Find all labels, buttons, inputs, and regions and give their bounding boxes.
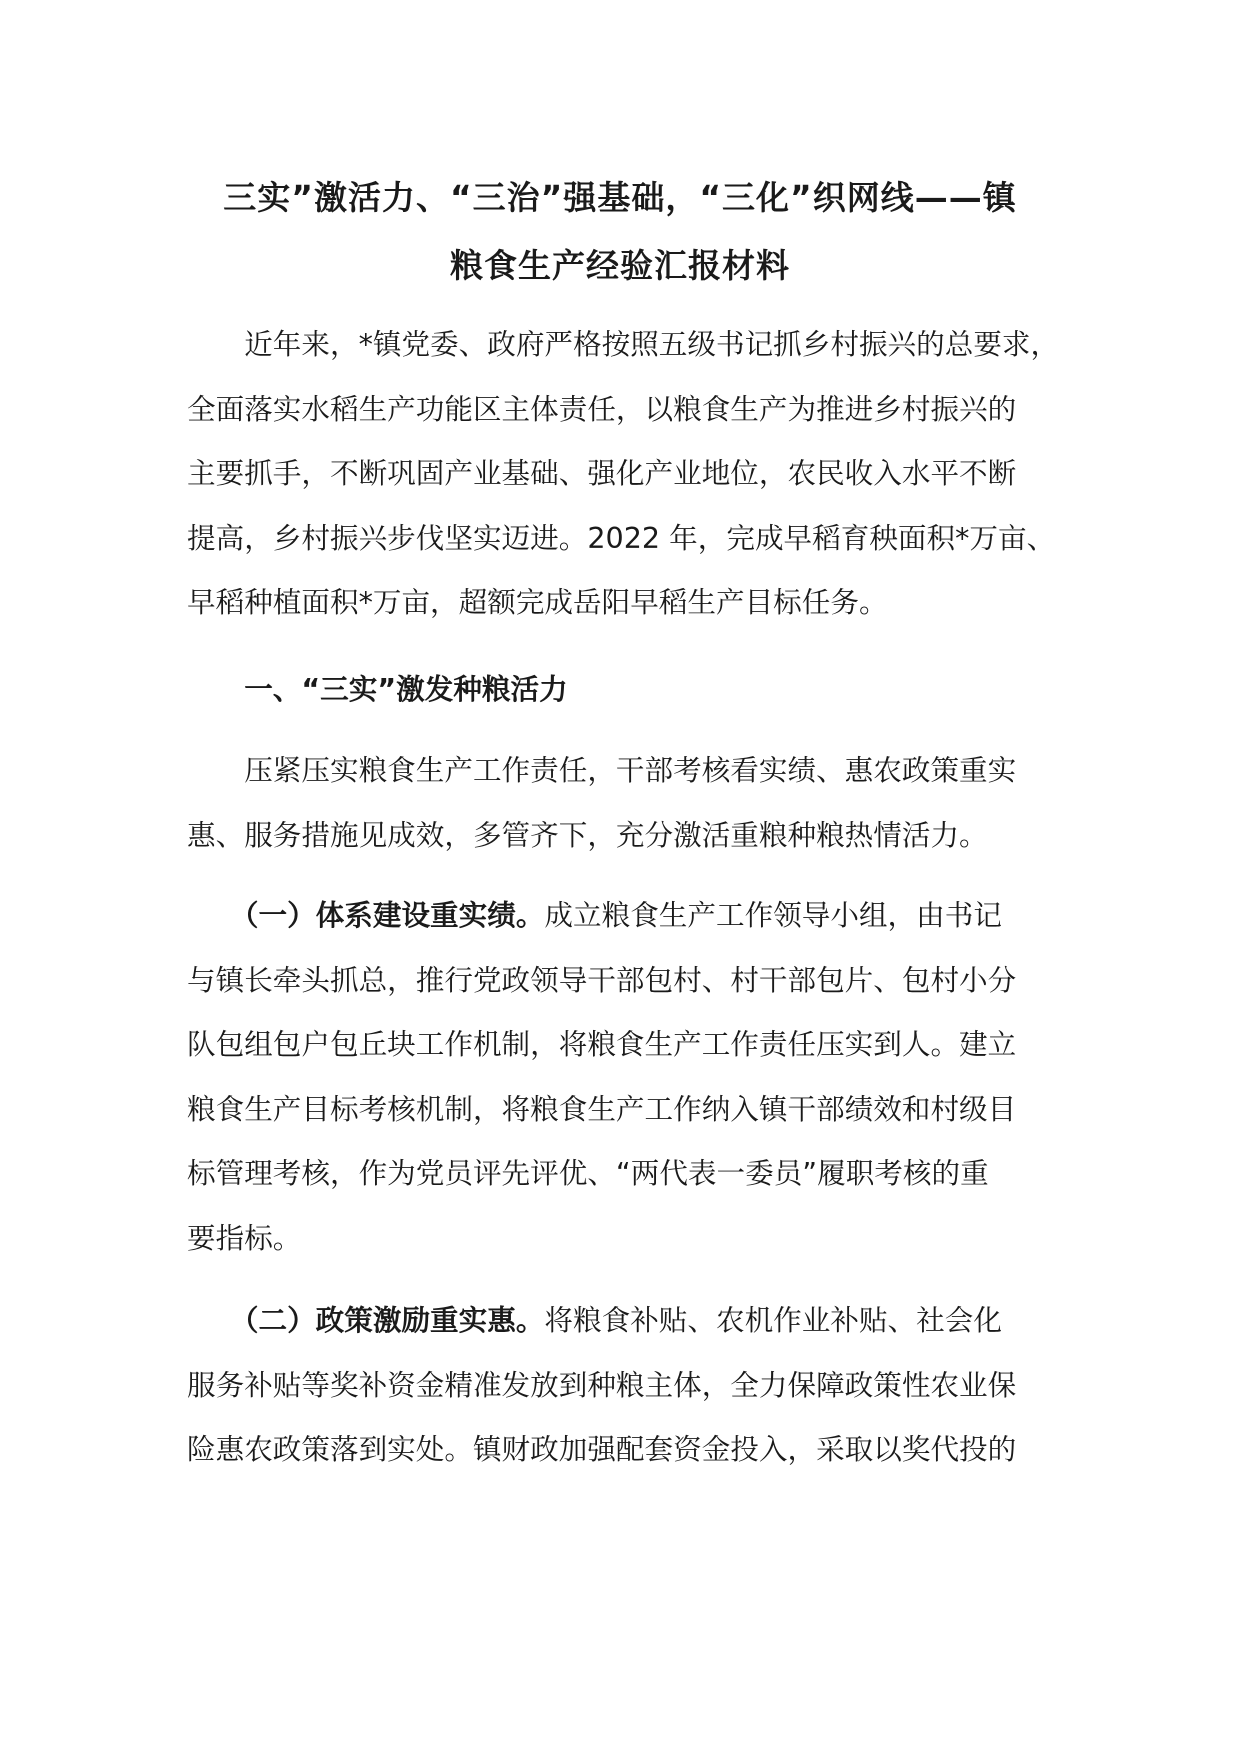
document-title-line-1: 三实”激活力、“三治”强基础，“三化”织网线——镇 bbox=[223, 178, 1017, 217]
paragraph-line: 队包组包户包丘块工作机制，将粮食生产工作责任压实到人。建立 bbox=[187, 1027, 1017, 1062]
paragraph-line bbox=[187, 883, 1067, 948]
subsection-two-paragraph bbox=[187, 1288, 1067, 1482]
intro-paragraph bbox=[187, 312, 1067, 635]
section-heading-one bbox=[187, 657, 1067, 722]
section-one-paragraph bbox=[187, 738, 1067, 867]
paragraph-line: 粮食生产目标考核机制，将粮食生产工作纳入镇干部绩效和村级目 bbox=[187, 1091, 1017, 1126]
paragraph-line: 主要抓手，不断巩固产业基础、强化产业地位，农民收入水平不断 bbox=[187, 456, 1017, 491]
subsection-two-heading: （二）政策激励重实惠。 bbox=[187, 1303, 545, 1337]
paragraph-line: 服务补贴等奖补资金精准发放到种粮主体，全力保障政策性农业保 bbox=[187, 1367, 1017, 1402]
paragraph-text: 成立粮食生产工作领导小组，由书记 bbox=[544, 898, 1002, 932]
subsection-one-paragraph bbox=[187, 883, 1067, 1271]
document-title-line-2: 粮食生产经验汇报材料 bbox=[450, 246, 790, 285]
paragraph-line: 压紧压实粮食生产工作责任，干部考核看实绩、惠农政策重实 bbox=[187, 753, 1017, 787]
paragraph-line: 险惠农政策落到实处。镇财政加强配套资金投入，采取以奖代投的 bbox=[187, 1432, 1017, 1467]
paragraph-text: 将粮食补贴、农机作业补贴、社会化 bbox=[544, 1303, 1002, 1337]
heading-text: 一、“三实”激发种粮活力 bbox=[187, 672, 568, 706]
paragraph-line: 近年来，*镇党委、政府严格按照五级书记抓乡村振兴的总要求， bbox=[187, 327, 1060, 361]
paragraph-line: 提高，乡村振兴步伐坚实迈进。2022 年，完成早稻育秧面积*万亩、 bbox=[187, 520, 1056, 555]
paragraph-line: 标管理考核，作为党员评先评优、“两代表一委员”履职考核的重 bbox=[187, 1156, 989, 1191]
subsection-one-heading: （一）体系建设重实绩。 bbox=[187, 898, 545, 932]
paragraph-line: 早稻种植面积*万亩，超额完成岳阳早稻生产目标任务。 bbox=[187, 585, 888, 620]
paragraph-line: 要指标。 bbox=[187, 1220, 302, 1255]
paragraph-line: 惠、服务措施见成效，多管齐下，充分激活重粮种粮热情活力。 bbox=[187, 817, 988, 852]
paragraph-line: 与镇长牵头抓总，推行党政领导干部包村、村干部包片、包村小分 bbox=[187, 962, 1017, 997]
paragraph-line: 全面落实水稻生产功能区主体责任，以粮食生产为推进乡村振兴的 bbox=[187, 391, 1017, 426]
paragraph-line bbox=[187, 1288, 1067, 1353]
